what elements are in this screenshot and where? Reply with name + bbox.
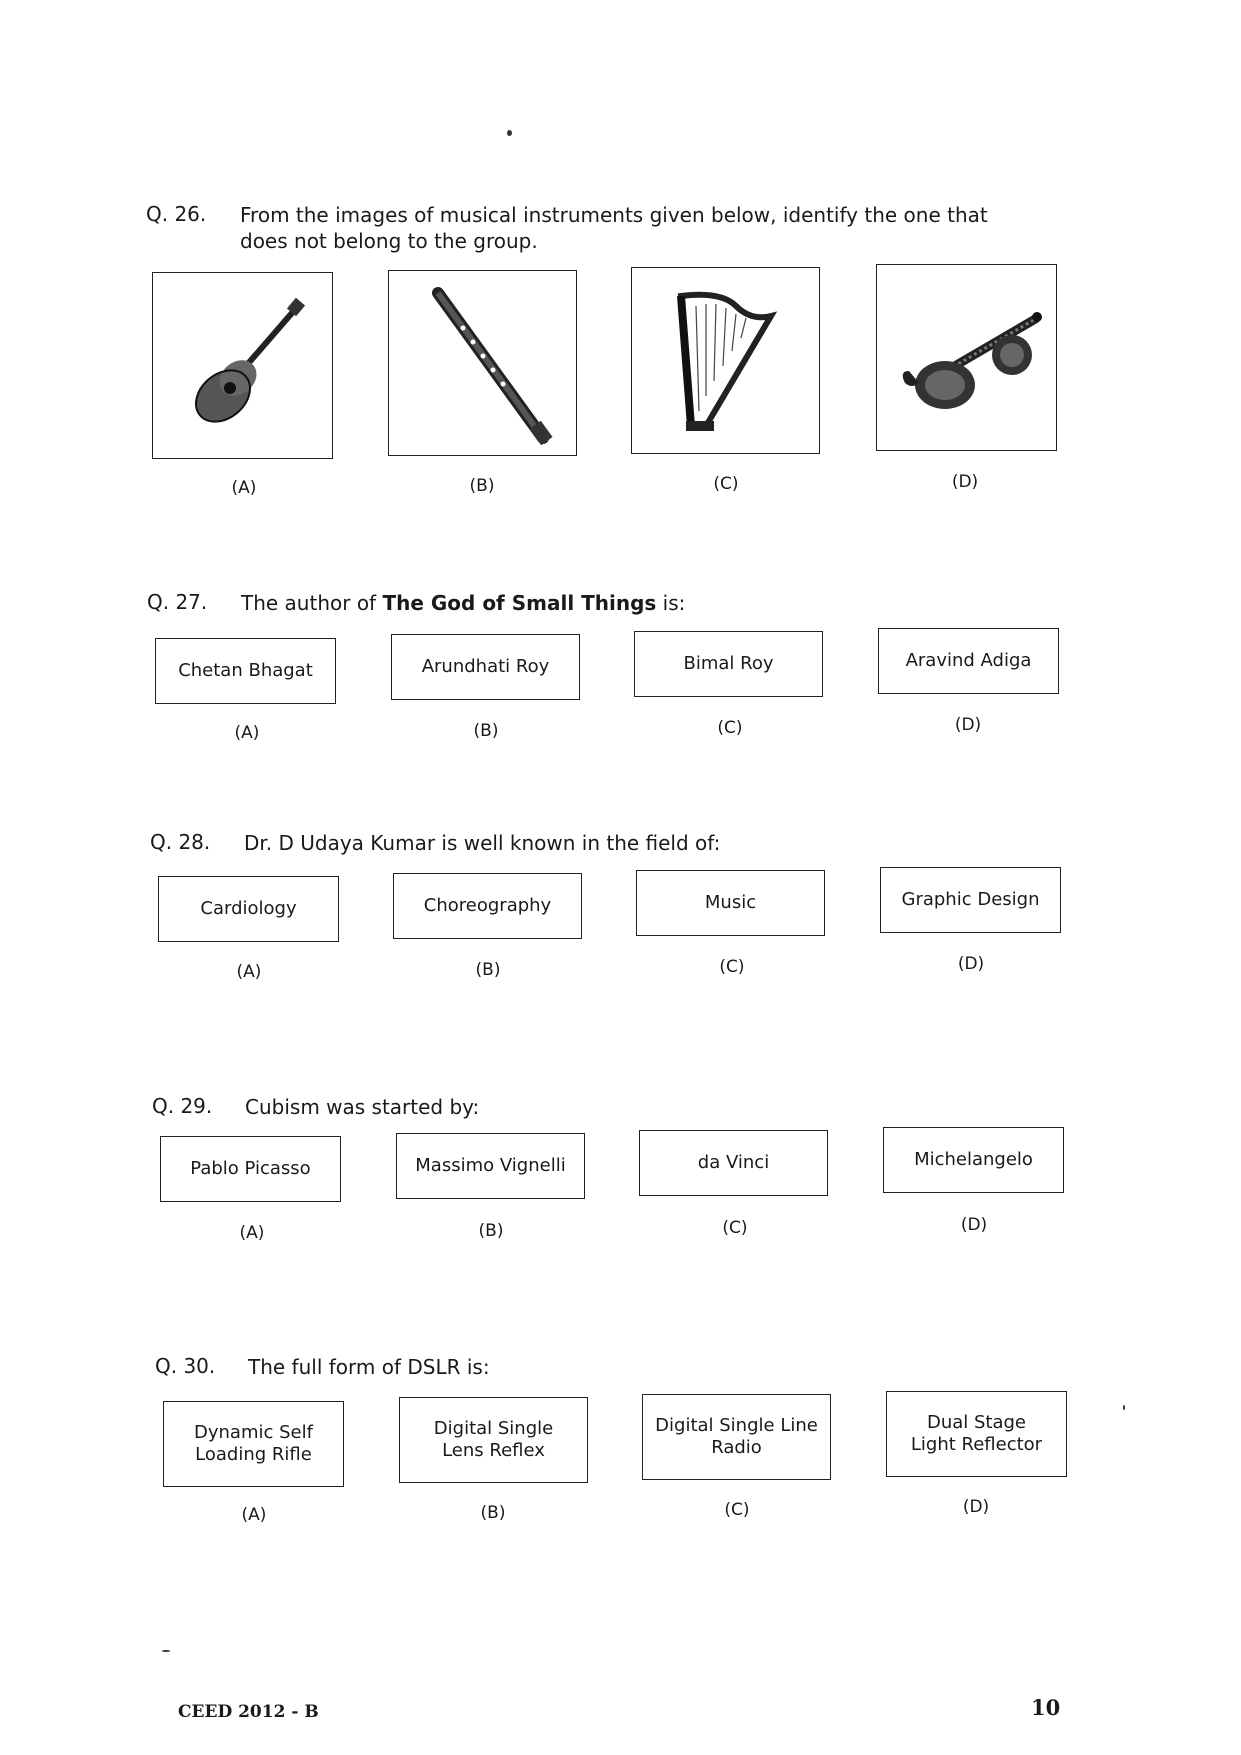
option-b[interactable]: Choreography	[393, 873, 582, 939]
scan-speck	[507, 130, 512, 136]
option-label-d: (D)	[954, 715, 982, 735]
option-a[interactable]: Chetan Bhagat	[155, 638, 336, 704]
option-label-a: (A)	[234, 723, 260, 743]
option-image-d[interactable]	[876, 264, 1057, 451]
option-c[interactable]: Music	[636, 870, 825, 936]
option-c[interactable]: Digital Single Line Radio	[642, 1394, 831, 1480]
option-label-b: (B)	[480, 1503, 506, 1523]
option-label-a: (A)	[231, 478, 257, 498]
option-label-d: (D)	[951, 472, 979, 492]
option-c[interactable]: da Vinci	[639, 1130, 828, 1196]
guitar-icon	[178, 296, 308, 436]
option-label-a: (A)	[239, 1223, 265, 1243]
book-title: The God of Small Things	[382, 591, 657, 615]
option-label-c: (C)	[717, 718, 743, 738]
option-a[interactable]: Cardiology	[158, 876, 339, 942]
question-number: Q. 29.	[152, 1094, 213, 1118]
option-label-d: (D)	[962, 1497, 990, 1517]
option-image-b[interactable]	[388, 270, 577, 456]
exam-code: CEED 2012 - B	[178, 1702, 319, 1722]
question-text: From the images of musical instruments given below, identify the one that does not belong to the group.	[240, 203, 988, 253]
question-text	[241, 590, 1061, 616]
option-c[interactable]: Bimal Roy	[634, 631, 823, 697]
flute-icon	[403, 278, 563, 448]
question-number: Q. 28.	[150, 830, 211, 854]
scan-speck	[162, 1650, 170, 1652]
option-label-b: (B)	[475, 960, 501, 980]
option-a[interactable]: Pablo Picasso	[160, 1136, 341, 1202]
option-label-a: (A)	[236, 962, 262, 982]
question-number: Q. 27.	[147, 590, 208, 614]
option-b[interactable]: Arundhati Roy	[391, 634, 580, 700]
question-text: Dr. D Udaya Kumar is well known in the field of:	[244, 831, 721, 855]
option-b[interactable]: Massimo Vignelli	[396, 1133, 585, 1199]
question-text: Cubism was started by:	[245, 1095, 480, 1119]
option-label-c: (C)	[724, 1500, 750, 1520]
veena-icon	[887, 293, 1047, 423]
scan-speck	[1123, 1405, 1125, 1410]
option-d[interactable]: Graphic Design	[880, 867, 1061, 933]
option-label-b: (B)	[478, 1221, 504, 1241]
option-label-a: (A)	[241, 1505, 267, 1525]
question-text-prefix: The author of	[241, 591, 383, 615]
option-label-d: (D)	[960, 1215, 988, 1235]
option-label-c: (C)	[719, 957, 745, 977]
option-d[interactable]: Aravind Adiga	[878, 628, 1059, 694]
option-b[interactable]: Digital Single Lens Reflex	[399, 1397, 588, 1483]
page-number: 10	[1031, 1695, 1061, 1720]
option-d[interactable]: Dual Stage Light Reflector	[886, 1391, 1067, 1477]
option-image-a[interactable]	[152, 272, 333, 459]
option-label-b: (B)	[473, 721, 499, 741]
option-a[interactable]: Dynamic Self Loading Rifle	[163, 1401, 344, 1487]
option-label-c: (C)	[713, 474, 739, 494]
question-text-suffix: is:	[656, 591, 686, 615]
question-number: Q. 30.	[155, 1354, 216, 1378]
question-text: The full form of DSLR is:	[248, 1355, 490, 1379]
option-label-b: (B)	[469, 476, 495, 496]
option-label-d: (D)	[957, 954, 985, 974]
option-d[interactable]: Michelangelo	[883, 1127, 1064, 1193]
option-image-c[interactable]	[631, 267, 820, 454]
question-number: Q. 26.	[146, 202, 207, 226]
harp-icon	[666, 286, 786, 436]
option-label-c: (C)	[722, 1218, 748, 1238]
